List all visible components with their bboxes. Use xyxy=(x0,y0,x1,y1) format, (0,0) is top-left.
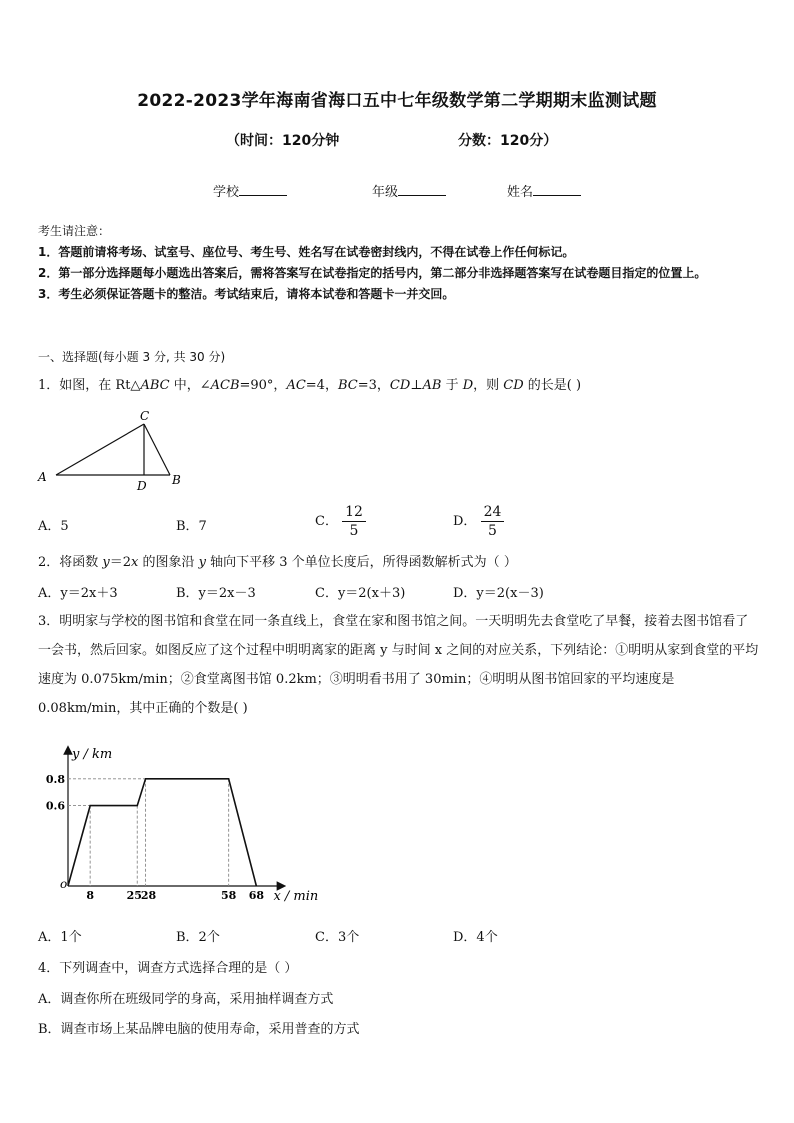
q2-text: 轴向下平移 3 个单位长度后，所得函数解析式为（ ） xyxy=(206,555,517,570)
q3-option-b[interactable]: B．2个 xyxy=(176,930,220,945)
question-4: 4．下列调查中，调查方式选择合理的是（ ） xyxy=(38,961,298,976)
q1-option-b[interactable]: B．7 xyxy=(176,519,207,534)
name-field xyxy=(507,181,581,200)
x-tick-68: 68 xyxy=(248,889,265,902)
fraction-denominator: 5 xyxy=(349,523,359,539)
q1-option-c-prefix: C． xyxy=(315,514,338,529)
fraction-numerator: 24 xyxy=(481,503,505,522)
x-axis-label: x / min xyxy=(273,889,319,904)
school-field xyxy=(213,181,287,200)
q1-option-a[interactable]: A．5 xyxy=(38,519,69,534)
notice-block xyxy=(38,221,760,305)
fraction-12-5 xyxy=(342,503,366,540)
q1-text: =3， xyxy=(357,378,390,393)
exam-time: （时间：120分钟 xyxy=(226,133,340,149)
grade-label: 年级 xyxy=(372,185,399,200)
q1-text: ⊥ xyxy=(410,378,423,393)
grade-field xyxy=(372,181,446,200)
q1-option-c[interactable] xyxy=(315,503,366,540)
notice-item-1: 1．答题前请将考场、试室号、座位号、考生号、姓名写在试卷密封线内，不得在试卷上作任何标记。 xyxy=(38,245,575,259)
q1-var: ABC xyxy=(140,378,170,393)
x-tick-28: 28 xyxy=(140,889,157,902)
q2-var: y xyxy=(198,555,207,570)
y-tick-0.8: 0.8 xyxy=(45,772,65,786)
q3-option-a[interactable]: A．1个 xyxy=(38,930,82,945)
exam-score: 分数：120分） xyxy=(458,133,558,149)
page-title: 2022-2023学年海南省海口五中七年级数学第二学期期末监测试题 xyxy=(137,91,657,111)
x-tick-8: 8 xyxy=(86,889,94,902)
distance-time-graph xyxy=(38,740,328,905)
y-axis-label: y / km xyxy=(72,747,113,762)
q1-text: =4， xyxy=(305,378,338,393)
label-a: A xyxy=(38,470,47,484)
school-blank[interactable] xyxy=(239,183,287,196)
q1-text: =90°， xyxy=(239,378,287,393)
notice-item-3: 3．考生必须保证答题卡的整洁。考试结束后，请将本试卷和答题卡一并交回。 xyxy=(38,287,455,301)
q1-number: 1． xyxy=(38,378,60,393)
q1-var: BC xyxy=(337,378,358,393)
q1-option-d[interactable] xyxy=(453,503,504,540)
q1-var: AC xyxy=(286,378,306,393)
q1-text: ，则 xyxy=(473,378,504,393)
q1-option-d-prefix: D． xyxy=(453,514,477,529)
label-b: B xyxy=(172,473,181,487)
label-d: D xyxy=(137,479,147,493)
side-cb xyxy=(144,424,170,475)
q1-text: 中，∠ xyxy=(169,378,211,393)
q2-option-d[interactable]: D．y＝2(x－3) xyxy=(453,586,544,601)
q2-option-c[interactable]: C．y＝2(x＋3) xyxy=(315,586,406,601)
q1-text: 的长是( ) xyxy=(523,378,582,393)
question-3: 3．明明家与学校的图书馆和食堂在同一条直线上，食堂在家和图书馆之间。一天明明先去食堂吃了早餐，接着去图书馆看了一会书，然后回家。如图反应了这个过程中明明离家的距离 y 与时间 x 之间的对应关系，下列结论：①明明从家到食堂的平均速度为 0.075km/min；②食堂离图书馆 0.2km；③明明看书用了 30min；④明明从图书馆回家的平均速度是 0.08km/min，其中正确的个数是( ) xyxy=(38,614,759,716)
fraction-24-5 xyxy=(481,503,505,540)
x-tick-58: 58 xyxy=(221,889,237,902)
q1-text: 如图，在 Rt△ xyxy=(59,378,141,393)
y-tick-0.6: 0.6 xyxy=(45,799,65,813)
name-label: 姓名 xyxy=(507,185,534,200)
x-tick-25: 25 xyxy=(126,889,142,902)
q1-var: ACB xyxy=(210,378,240,393)
q2-text: ＝2 xyxy=(109,555,132,570)
q4-option-a[interactable]: A．调查你所在班级同学的身高，采用抽样调查方式 xyxy=(38,992,334,1007)
school-label: 学校 xyxy=(213,185,240,200)
q2-var: x xyxy=(131,555,139,570)
label-c: C xyxy=(140,409,150,423)
grade-blank[interactable] xyxy=(398,183,446,196)
triangle-figure xyxy=(30,405,200,500)
notice-heading: 考生请注意： xyxy=(38,224,111,238)
q1-var: CD xyxy=(503,378,524,393)
q1-var: AB xyxy=(422,378,442,393)
q3-option-d[interactable]: D．4个 xyxy=(453,930,498,945)
name-blank[interactable] xyxy=(533,183,581,196)
q4-option-b[interactable]: B．调查市场上某品牌电脑的使用寿命，采用普查的方式 xyxy=(38,1022,360,1037)
origin-label: o xyxy=(60,877,68,891)
q1-text: 于 xyxy=(441,378,463,393)
section-heading: 一、选择题(每小题 3 分, 共 30 分) xyxy=(38,350,226,364)
notice-item-2: 2．第一部分选择题每小题选出答案后，需将答案写在试卷指定的括号内，第二部分非选择题答案写在试卷题目指定的位置上。 xyxy=(38,266,707,280)
question-2 xyxy=(38,551,517,570)
distance-series-line xyxy=(68,779,256,886)
side-ac xyxy=(56,424,144,475)
fraction-denominator: 5 xyxy=(488,523,497,539)
question-1 xyxy=(38,374,581,393)
q2-option-b[interactable]: B．y＝2x－3 xyxy=(176,586,256,601)
q1-var: D xyxy=(462,378,474,393)
fraction-numerator: 12 xyxy=(342,503,366,522)
q3-option-c[interactable]: C．3个 xyxy=(315,930,360,945)
q2-var: y xyxy=(102,555,110,570)
q2-text: 2．将函数 xyxy=(38,555,103,570)
q1-var: CD xyxy=(389,378,411,393)
q2-option-a[interactable]: A．y＝2x＋3 xyxy=(38,586,118,601)
q2-text: 的图象沿 xyxy=(138,555,199,570)
